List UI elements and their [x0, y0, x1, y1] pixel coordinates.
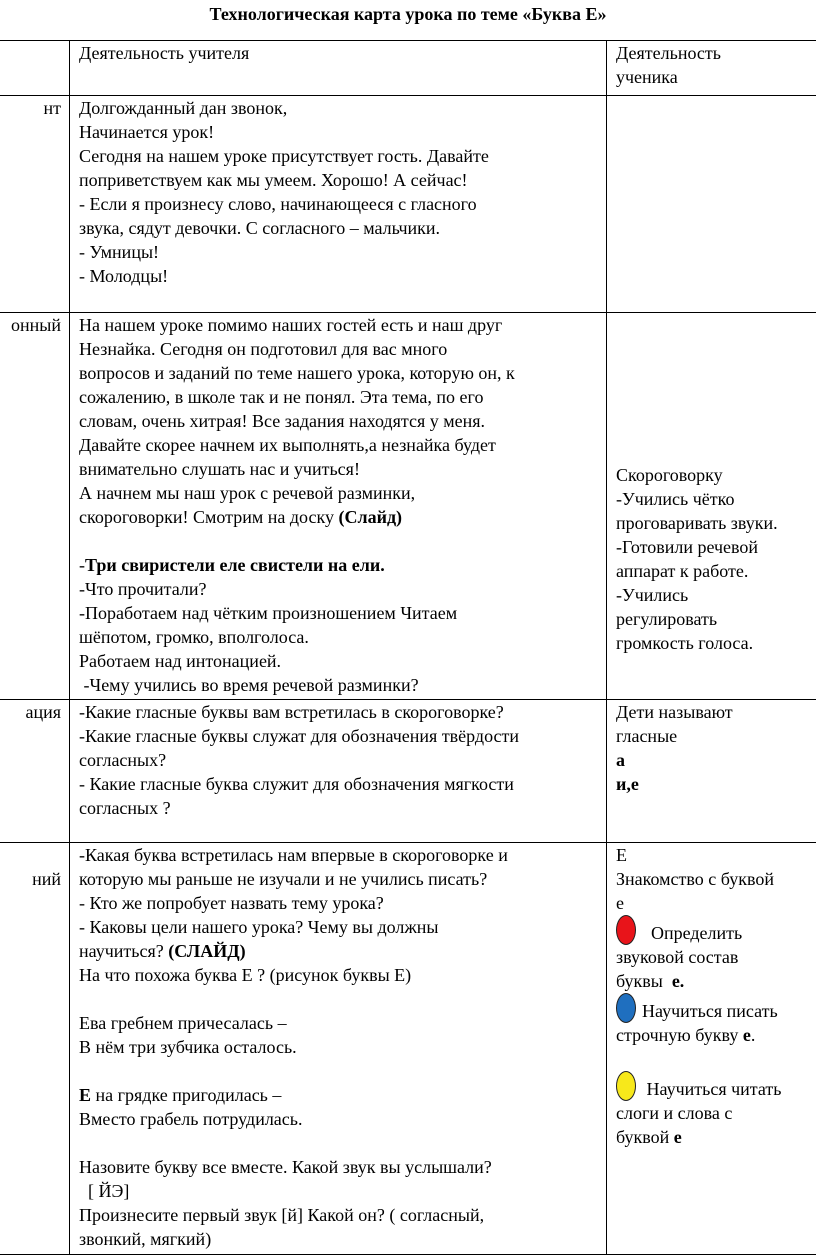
stage-label: нт: [0, 96, 61, 120]
slide-line-text: скороговорки! Смотрим на доску: [79, 507, 338, 527]
teacher-line: словам, очень хитрая! Все задания находятся у меня.: [79, 409, 598, 433]
stage-cell: [0, 843, 70, 1255]
goal-item: [616, 993, 810, 1023]
teacher-line: которую мы раньше не изучали и не учились писать?: [79, 867, 598, 891]
teacher-line: -Какие гласные буквы служат для обозначения твёрдости: [79, 724, 598, 748]
teacher-line: -Какая буква встретилась нам впервые в скороговорке и: [79, 843, 598, 867]
goal-text-suffix: .: [751, 1025, 756, 1045]
student-line: Знакомство с буквой: [616, 867, 810, 891]
teacher-line: [ ЙЭ]: [79, 1179, 598, 1203]
student-line: проговаривать звуки.: [616, 511, 810, 535]
table-row: [0, 96, 816, 313]
spacer: [79, 1131, 598, 1155]
teacher-line: внимательно слушать нас и учиться!: [79, 457, 598, 481]
goal-text: [616, 969, 810, 993]
header-teacher-label: Деятельность учителя: [79, 41, 598, 65]
lesson-table: [0, 40, 816, 1255]
teacher-line: Сегодня на нашем уроке присутствует гость. Давайте: [79, 144, 598, 168]
goal-letter: е.: [672, 971, 685, 991]
goal-text: звуковой состав: [616, 945, 810, 969]
teacher-line: - Если я произнесу слово, начинающееся с гласного: [79, 192, 598, 216]
teacher-line: -Поработаем над чётким произношением Читаем: [79, 601, 598, 625]
teacher-line: Начинается урок!: [79, 120, 598, 144]
stage-cell: [0, 700, 70, 843]
goal-text: Научиться писать: [642, 1001, 778, 1021]
teacher-line: На что похожа буква Е ? (рисунок буквы Е): [79, 963, 598, 987]
goal-text-prefix: буквой: [616, 1127, 674, 1147]
goal-text-prefix: буквы: [616, 971, 672, 991]
goal-letter: е: [674, 1127, 682, 1147]
slide-marker: (Слайд): [338, 507, 402, 527]
teacher-slide-line: [79, 505, 598, 529]
teacher-line: - Каковы цели нашего урока? Чему вы должны: [79, 915, 598, 939]
teacher-line: Произнесите первый звук [й] Какой он? ( согласный,: [79, 1203, 598, 1227]
teacher-line: - Молодцы!: [79, 264, 598, 288]
student-line: Дети называют: [616, 700, 810, 724]
teacher-cell: [70, 96, 607, 313]
tongue-twister-prefix: -: [79, 555, 85, 575]
goal-item: [616, 915, 810, 945]
header-teacher-cell: [70, 41, 607, 96]
teacher-line: -Какие гласные буквы вам встретилась в скороговорке?: [79, 700, 598, 724]
stage-cell: [0, 96, 70, 313]
teacher-line: звука, сядут девочки. С согласного – мальчики.: [79, 216, 598, 240]
teacher-line: сожалению, в школе так и не понял. Эта тема, по его: [79, 385, 598, 409]
header-student-cell: [607, 41, 816, 96]
teacher-line: - Какие гласные буква служит для обозначения мягкости: [79, 772, 598, 796]
goal-letter: е: [743, 1025, 751, 1045]
student-cell: [607, 700, 816, 843]
tongue-twister-line: [79, 553, 598, 577]
spacer: [616, 1047, 810, 1071]
teacher-line: - Кто же попробует назвать тему урока?: [79, 891, 598, 915]
student-answer: а: [616, 748, 810, 772]
teacher-line: -Чему учились во время речевой разминки?: [79, 673, 598, 697]
poem-line: Ева гребнем причесалась –: [79, 1011, 598, 1035]
table-row: [0, 700, 816, 843]
yellow-circle-icon: [616, 1071, 636, 1101]
student-answer: и,е: [616, 772, 810, 796]
goal-text: [616, 1023, 810, 1047]
student-line: Скороговорку: [616, 463, 810, 487]
teacher-line: Назовите букву все вместе. Какой звук вы услышали?: [79, 1155, 598, 1179]
student-line: регулировать: [616, 607, 810, 631]
teacher-line: Долгожданный дан звонок,: [79, 96, 598, 120]
goal-text-prefix: строчную букву: [616, 1025, 743, 1045]
student-cell: [607, 843, 816, 1255]
slide-line-text: научиться?: [79, 941, 168, 961]
teacher-line: согласных ?: [79, 796, 598, 820]
student-line: е: [616, 891, 810, 915]
spacer: [79, 987, 598, 1011]
poem-text: на грядке пригодилась –: [91, 1085, 281, 1105]
student-cell: [607, 96, 816, 313]
teacher-line: поприветствуем как мы умеем. Хорошо! А сейчас!: [79, 168, 598, 192]
stage-cell: [0, 313, 70, 700]
stage-label: онный: [0, 313, 61, 337]
slide-marker: (СЛАЙД): [168, 941, 245, 961]
student-line: -Готовили речевой: [616, 535, 810, 559]
red-circle-icon: [616, 915, 636, 945]
student-line: -Учились: [616, 583, 810, 607]
teacher-line: звонкий, мягкий): [79, 1227, 598, 1251]
poem-letter: Е: [79, 1085, 91, 1105]
teacher-cell: [70, 313, 607, 700]
poem-line: Вместо грабель потрудилась.: [79, 1107, 598, 1131]
spacer: [79, 1059, 598, 1083]
header-student-label-1: Деятельность: [616, 41, 810, 65]
tongue-twister: Три свиристели еле свистели на ели.: [85, 555, 385, 575]
poem-line: [79, 1083, 598, 1107]
goal-text: слоги и слова с: [616, 1101, 810, 1125]
teacher-cell: [70, 843, 607, 1255]
student-cell: [607, 313, 816, 700]
goal-text: [616, 1125, 810, 1149]
goal-text: Научиться читать: [647, 1079, 782, 1099]
header-stage-cell: [0, 41, 70, 96]
table-row: [0, 313, 816, 700]
teacher-slide-line: [79, 939, 598, 963]
student-line: Е: [616, 843, 810, 867]
blue-circle-icon: [616, 993, 636, 1023]
teacher-line: - Умницы!: [79, 240, 598, 264]
teacher-cell: [70, 700, 607, 843]
student-line: гласные: [616, 724, 810, 748]
goal-text: Определить: [651, 923, 742, 943]
poem-line: В нём три зубчика осталось.: [79, 1035, 598, 1059]
header-student-label-2: ученика: [616, 65, 810, 89]
goal-item: [616, 1071, 810, 1101]
teacher-line: Давайте скорее начнем их выполнять,а незнайка будет: [79, 433, 598, 457]
student-line: громкость голоса.: [616, 631, 810, 655]
teacher-line: шёпотом, громко, вполголоса.: [79, 625, 598, 649]
table-row: [0, 843, 816, 1255]
stage-label: ний: [0, 867, 61, 891]
teacher-line: Незнайка. Сегодня он подготовил для вас много: [79, 337, 598, 361]
teacher-line: На нашем уроке помимо наших гостей есть и наш друг: [79, 313, 598, 337]
teacher-line: -Что прочитали?: [79, 577, 598, 601]
stage-label: ация: [0, 700, 61, 724]
student-line: аппарат к работе.: [616, 559, 810, 583]
document-title: Технологическая карта урока по теме «Буква Е»: [0, 2, 816, 26]
student-line: -Учились чётко: [616, 487, 810, 511]
teacher-line: А начнем мы наш урок с речевой разминки,: [79, 481, 598, 505]
teacher-line: вопросов и заданий по теме нашего урока, которую он, к: [79, 361, 598, 385]
teacher-line: Работаем над интонацией.: [79, 649, 598, 673]
teacher-line: согласных?: [79, 748, 598, 772]
table-header-row: [0, 41, 816, 96]
spacer: [79, 529, 598, 553]
